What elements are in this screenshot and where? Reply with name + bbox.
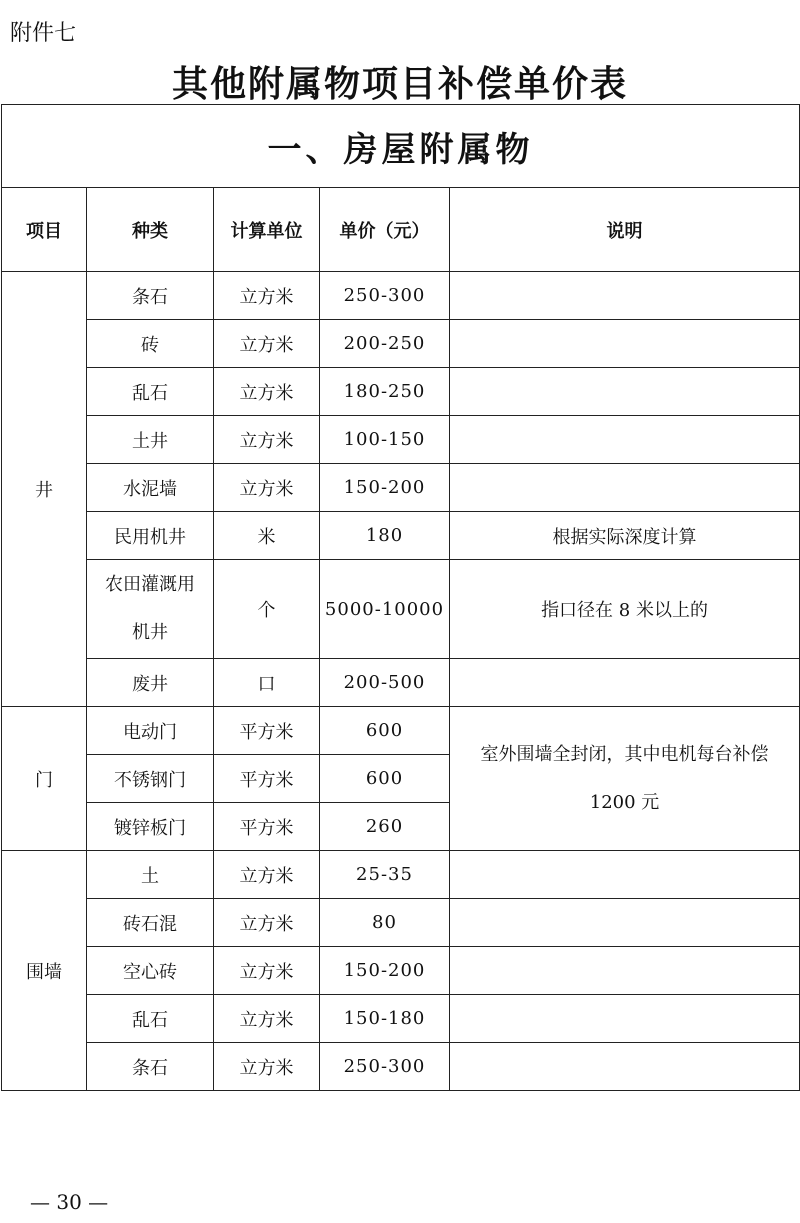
unit-cell: 立方米	[214, 947, 320, 995]
note-cell-door	[450, 707, 800, 851]
project-cell-well: 井	[2, 272, 87, 707]
unit-cell: 立方米	[214, 368, 320, 416]
kind-cell: 条石	[87, 1043, 214, 1091]
price-cell: 80	[320, 899, 450, 947]
attachment-label: 附件七	[10, 21, 77, 46]
unit-cell: 个	[214, 560, 320, 659]
price-cell: 200-500	[320, 659, 450, 707]
kind-cell: 废井	[87, 659, 214, 707]
price-cell: 5000-10000	[320, 560, 450, 659]
kind-cell	[87, 560, 214, 659]
unit-cell: 平方米	[214, 803, 320, 851]
kind-cell: 电动门	[87, 707, 214, 755]
compensation-price-table	[1, 104, 800, 1091]
price-cell: 100-150	[320, 416, 450, 464]
header-project: 项目	[2, 188, 87, 272]
kind-line: 机井	[132, 622, 168, 643]
table-row	[2, 416, 800, 464]
table-row	[2, 320, 800, 368]
unit-cell: 立方米	[214, 851, 320, 899]
note-cell: 指口径在 8 米以上的	[450, 560, 800, 659]
kind-cell: 乱石	[87, 368, 214, 416]
note-line: 1200 元	[589, 791, 660, 813]
price-cell: 180	[320, 512, 450, 560]
price-cell: 150-180	[320, 995, 450, 1043]
kind-cell: 土	[87, 851, 214, 899]
price-cell: 180-250	[320, 368, 450, 416]
note-cell: 根据实际深度计算	[450, 512, 800, 560]
note-cell	[450, 368, 800, 416]
column-header-row	[2, 188, 800, 272]
kind-cell: 民用机井	[87, 512, 214, 560]
unit-cell: 立方米	[214, 464, 320, 512]
note-cell	[450, 464, 800, 512]
price-cell: 600	[320, 755, 450, 803]
table-row	[2, 659, 800, 707]
unit-cell: 立方米	[214, 272, 320, 320]
price-cell: 25-35	[320, 851, 450, 899]
table-row	[2, 368, 800, 416]
kind-cell: 不锈钢门	[87, 755, 214, 803]
kind-cell: 镀锌板门	[87, 803, 214, 851]
price-cell: 250-300	[320, 272, 450, 320]
header-kind: 种类	[87, 188, 214, 272]
unit-cell: 立方米	[214, 899, 320, 947]
kind-line: 农田灌溉用	[105, 574, 195, 595]
note-line: 室外围墙全封闭，其中电机每台补偿	[480, 743, 769, 765]
note-cell	[450, 851, 800, 899]
unit-cell: 立方米	[214, 1043, 320, 1091]
unit-cell: 米	[214, 512, 320, 560]
price-cell: 150-200	[320, 464, 450, 512]
project-cell-wall: 围墙	[2, 851, 87, 1091]
price-cell: 200-250	[320, 320, 450, 368]
section-title: 一、房屋附属物	[2, 105, 800, 188]
price-cell: 600	[320, 707, 450, 755]
table-row	[2, 560, 800, 659]
table-row	[2, 1043, 800, 1091]
note-cell	[450, 320, 800, 368]
table-row	[2, 851, 800, 899]
note-cell	[450, 659, 800, 707]
price-cell: 250-300	[320, 1043, 450, 1091]
kind-cell: 土井	[87, 416, 214, 464]
table-row	[2, 899, 800, 947]
unit-cell: 立方米	[214, 320, 320, 368]
table-row	[2, 512, 800, 560]
table-row	[2, 995, 800, 1043]
table-row	[2, 464, 800, 512]
header-note: 说明	[450, 188, 800, 272]
table-row	[2, 947, 800, 995]
kind-cell: 乱石	[87, 995, 214, 1043]
table-row	[2, 707, 800, 755]
kind-cell: 条石	[87, 272, 214, 320]
note-cell	[450, 1043, 800, 1091]
unit-cell: 平方米	[214, 755, 320, 803]
kind-cell: 水泥墙	[87, 464, 214, 512]
note-cell	[450, 899, 800, 947]
kind-cell: 砖	[87, 320, 214, 368]
header-price: 单价（元）	[320, 188, 450, 272]
kind-cell: 砖石混	[87, 899, 214, 947]
note-cell	[450, 272, 800, 320]
table-row	[2, 272, 800, 320]
kind-cell: 空心砖	[87, 947, 214, 995]
page-number: — 30 —	[30, 1190, 109, 1214]
section-header-row	[2, 105, 800, 188]
note-cell	[450, 995, 800, 1043]
note-cell	[450, 416, 800, 464]
note-cell	[450, 947, 800, 995]
price-cell: 150-200	[320, 947, 450, 995]
document-title: 其他附属物项目补偿单价表	[171, 63, 628, 105]
unit-cell: 口	[214, 659, 320, 707]
project-cell-door: 门	[2, 707, 87, 851]
price-cell: 260	[320, 803, 450, 851]
unit-cell: 立方米	[214, 995, 320, 1043]
header-unit: 计算单位	[214, 188, 320, 272]
unit-cell: 立方米	[214, 416, 320, 464]
unit-cell: 平方米	[214, 707, 320, 755]
